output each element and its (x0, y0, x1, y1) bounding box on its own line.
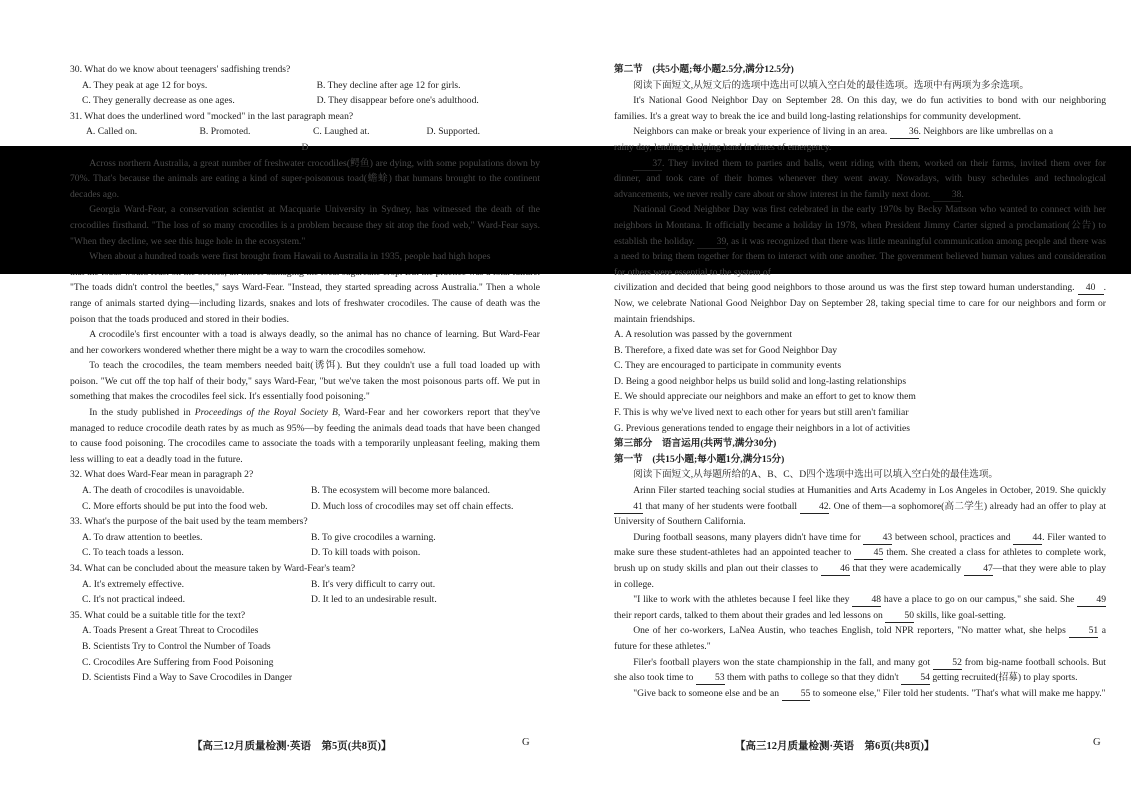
option-a: A. Toads Present a Great Threat to Crocodiles (82, 625, 259, 637)
blank-44[interactable]: 44 (1013, 532, 1042, 545)
passage-paragraph: In the study published in Proceedings of the Royal Society B, Ward-Fear and her coworkers report that they've managed to reduce crocodile death rates by as much as 95%—by feeding the animals dead toads that have been changed to cause food poisoning. The crocodiles came to associate the toads with a temporarily unpleasant feeling, making them less willing to eat a deadly toad in the future. (70, 407, 540, 465)
blank-38[interactable]: 38 (933, 189, 962, 202)
question-stem: 34. What can be concluded about the measure taken by Ward-Fear's team? (70, 563, 356, 574)
option-c: C. They generally decrease as one ages. (82, 95, 235, 107)
blank-39[interactable]: 39 (697, 236, 726, 249)
blank-45[interactable]: 45 (854, 547, 883, 560)
page-footer-left: 【高三12月质量检测·英语 第5页(共8页)】 (192, 741, 392, 752)
blank-47[interactable]: 47 (964, 563, 993, 576)
option-b: B. They decline after age 12 for girls. (316, 79, 461, 91)
option-a: A. They peak at age 12 for boys. (82, 79, 208, 91)
blank-42[interactable]: 42 (800, 501, 829, 514)
part-heading: 第三部分 语言运用(共两节,满分30分) (614, 438, 777, 450)
option-d: D. Much loss of crocodiles may set off chain effects. (311, 500, 514, 512)
passage-paragraph: It's National Good Neighbor Day on September 28. On this day, we do fun activities to bond with our neighboring families. It's a great way to break the ice and build long-lasting relationships for community development. (614, 95, 1106, 122)
question-35 (70, 608, 540, 686)
question-stem: 35. What could be a suitable title for the text? (70, 609, 246, 621)
question-stem: 33. What's the purpose of the bait used by the team members? (70, 516, 308, 528)
blank-41[interactable]: 41 (614, 501, 643, 514)
blank-52[interactable]: 52 (933, 657, 962, 670)
passage-line: rainy day, lending a helping hand in times of emergency. (614, 141, 832, 153)
option-c: C. More efforts should be put into the food web. (82, 500, 268, 512)
option-d: D. To kill toads with poison. (311, 547, 421, 559)
question-32 (70, 467, 540, 514)
option-c: C. To teach toads a lesson. (82, 547, 184, 559)
option-d: D. Scientists Find a Way to Save Crocodiles in Danger (82, 672, 293, 684)
blank-36[interactable]: 36 (890, 126, 919, 139)
version-mark-right: G (1093, 737, 1101, 748)
option-c: C. Laughed at. (313, 126, 370, 138)
option-d: D. Being a good neighbor helps us build solid and long-lasting relationships (614, 375, 907, 387)
option-g: G. Previous generations tended to engage their neighbors in a lot of activities (614, 422, 910, 434)
option-c: C. It's not practical indeed. (82, 594, 185, 606)
option-c: C. Crocodiles Are Suffering from Food Poisoning (82, 656, 274, 668)
question-stem: 31. What does the underlined word "mocked" in the last paragraph mean? (70, 110, 354, 122)
passage-paragraph: National Good Neighbor Day was first celebrated in the early 1970s by Becky Mattson who wanted to connect with her neighbors in Montana. It officially became a holiday in 1978, when President Jimmy Carter signed a proclamation(公告) to establish the holiday. 39, as it was recognized that there was little meaningful communication among people and there was a need to bring them together for them to interact with one another. The government believed human values and consideration for others were essential to the system of (614, 204, 1106, 278)
passage-paragraph: "I like to work with the athletes because I feel like they 48 have a place to go on our campus," she said. She 49 their report cards, talked to them about their grades and led lessons on 50 skills, like goal-setting. (614, 594, 1106, 621)
blank-48[interactable]: 48 (852, 594, 881, 607)
blank-55[interactable]: 55 (782, 688, 811, 701)
left-page (70, 62, 540, 686)
option-e: E. We should appreciate our neighbors and make an effort to get to know them (614, 391, 916, 403)
option-a: A. A resolution was passed by the government (614, 329, 792, 341)
blank-53[interactable]: 53 (696, 672, 725, 685)
blank-46[interactable]: 46 (821, 563, 850, 576)
question-stem: 30. What do we know about teenagers' sadfishing trends? (70, 64, 291, 75)
option-d: D. It led to an undesirable result. (311, 594, 437, 606)
question-31 (70, 109, 540, 140)
passage-paragraph: Arinn Filer started teaching social studies at Humanities and Arts Academy in Los Angeles in October, 2019. She quickly 41 that many of her students were football 42. One of them—a sophomore(高二学生) already had an offer to play at University of Southern California. (614, 485, 1106, 528)
version-mark-left: G (522, 737, 530, 748)
option-list (614, 327, 1106, 436)
option-f: F. This is why we've lived next to each other for years but still aren't familiar (614, 407, 909, 419)
option-a: A. The death of crocodiles is unavoidable. (82, 485, 245, 497)
passage-paragraph: Across northern Australia, a great number of freshwater crocodiles(鳄鱼) are dying, with some populations down by 70%. That's because the animals are eating a kind of super-poisonous toad(蟾蜍) that humans brought to the continent decades ago. (70, 157, 540, 200)
blank-43[interactable]: 43 (863, 532, 892, 545)
blank-40[interactable]: 40 (1078, 282, 1104, 295)
passage-paragraph: "The toads didn't control the beetles," says Ward-Fear. "Instead, they started spreading across Australia." Then a whole range of animals started dying—including lizards, snakes and lots of freshwater crocodiles. The cause of death was the poison that the toads produced and stored in their bodies. (70, 282, 540, 325)
question-34 (70, 561, 540, 608)
option-d: D. Supported. (426, 126, 481, 138)
passage-d-band (70, 140, 540, 265)
section-heading: 第一节 (共15小题;每小题1分,满分15分) (614, 453, 785, 465)
option-a: A. It's extremely effective. (82, 578, 184, 590)
question-33 (70, 514, 540, 561)
option-c: C. They are encouraged to participate in community events (614, 360, 842, 372)
passage-paragraph: To teach the crocodiles, the team members needed bait(诱饵). But they couldn't use a full toad loaded up with poison. "We cut off the top half of their body," says Ward-Fear, "but we've taken the most poisonous parts off. We put in something that makes the crocodiles feel sick. It's essentially food poisoning." (70, 360, 540, 403)
passage-paragraph: A crocodile's first encounter with a toad is always deadly, so the animal has no chance of learning. But Ward-Fear and her coworkers wondered whether there might be a way to warn the crocodiles somehow. (70, 329, 540, 356)
option-a: A. Called on. (86, 126, 138, 138)
passage-paragraph: Neighbors can make or break your experience of living in an area. 36. Neighbors are like umbrellas on a (633, 126, 1054, 138)
page-footer-right: 【高三12月质量检测·英语 第6页(共8页)】 (735, 741, 935, 752)
section-instruction: 阅读下面短文,从每题所给的A、B、C、D四个选项中选出可以填入空白处的最佳选项。 (633, 469, 999, 481)
passage-paragraph: One of her co-workers, LaNea Austin, who teaches English, told NPR reporters, "No matter what, she helps 51 a future for these athletes." (614, 625, 1107, 652)
blank-37[interactable]: 37 (633, 158, 662, 171)
section-instruction: 阅读下面短文,从短文后的选项中选出可以填入空白处的最佳选项。选项中有两项为多余选项。 (633, 79, 1029, 91)
question-stem: 32. What does Ward-Fear mean in paragraph 2? (70, 469, 254, 481)
passage-paragraph: Filer's football players won the state championship in the fall, and many got 52 from big-name football schools. But she also took time to 53 them with paths to college so that they didn't 54 getting recruited(招募) to play sports. (614, 656, 1106, 684)
right-page (614, 62, 1106, 701)
blank-54[interactable]: 54 (901, 672, 930, 685)
option-b: B. To give crocodiles a warning. (311, 531, 436, 543)
option-d: D. They disappear before one's adulthood. (316, 95, 479, 107)
section-heading: 第二节 (共5小题;每小题2.5分,满分12.5分) (614, 64, 794, 75)
passage-paragraph: When about a hundred toads were first brought from Hawaii to Australia in 1935, people had high hopes (89, 251, 491, 263)
passage-paragraph: "Give back to someone else and be an 55 to someone else," Filer told her students. "That's what will make me happy." (633, 687, 1106, 699)
passage-paragraph: Georgia Ward-Fear, a conservation scientist at Macquarie University in Sydney, has witnessed the death of the crocodiles firsthand. "The loss of so many crocodiles is a problem because they sit atop the food web," Ward-Fear says. "When they decline, we see this huge hole in the ecosystem." (70, 204, 540, 247)
blank-49[interactable]: 49 (1077, 594, 1106, 607)
question-30 (70, 62, 540, 109)
option-b: B. The ecosystem will become more balanced. (311, 485, 490, 497)
option-b: B. Promoted. (199, 126, 251, 138)
passage-band-right (614, 140, 1106, 280)
option-a: A. To draw attention to beetles. (82, 531, 203, 543)
option-b: B. It's very difficult to carry out. (311, 578, 436, 590)
passage-label: D (301, 141, 309, 153)
blank-50[interactable]: 50 (885, 610, 914, 623)
blank-51[interactable]: 51 (1069, 625, 1098, 638)
passage-paragraph: During football seasons, many players didn't have time for 43 between school, practices and 44. Filer wanted to make sure these student-athletes had an appointed teacher to 45 them. She created a class for athletes to complete work, brush up on study skills and plan out their classes to 46 that they were academically 47—that they were able to play in college. (614, 531, 1107, 590)
passage-paragraph: 37. They invited them to parties and balls, went riding with them, worked on their farms, invited them over for dinner, and took care of their homes whenever they went away. Nowadays, with busy schedules and technological advancements, we never really care about or show interest in the family next door. 38. (614, 157, 1107, 200)
option-b: B. Scientists Try to Control the Number of Toads (82, 640, 271, 652)
passage-paragraph: civilization and decided that being good neighbors to those around us was the first step toward human understanding. 40 . Now, we celebrate National Good Neighbor Day on September 28, taking special time to care for our neighbors and form or maintain friendships. (614, 282, 1106, 325)
option-b: B. Therefore, a fixed date was set for Good Neighbor Day (614, 344, 838, 356)
